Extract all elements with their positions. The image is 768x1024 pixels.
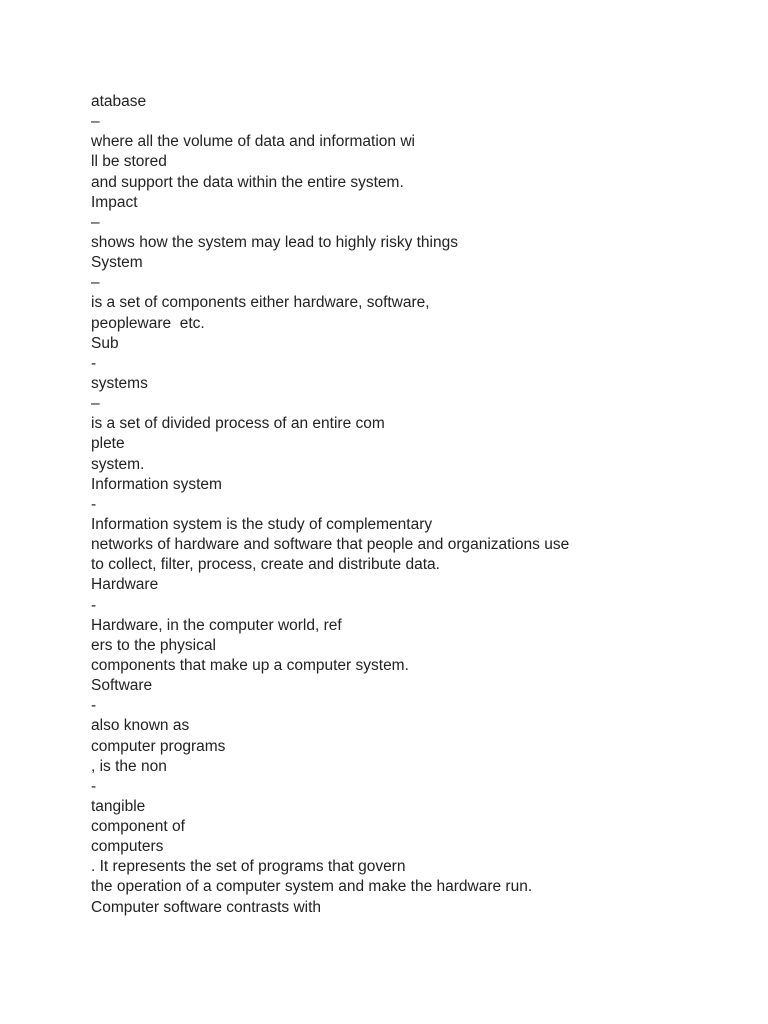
text-line: ers to the physical — [91, 636, 216, 654]
text-line: Computer software contrasts with — [91, 898, 322, 916]
text-line: and support the data within the entire system. — [91, 173, 404, 191]
text-line: shows how the system may lead to highly risky things — [91, 233, 458, 251]
text-line: where all the volume of data and information wi — [91, 133, 415, 151]
text-line: – — [91, 274, 100, 292]
text-line: the operation of a computer system and make the hardware run. — [91, 878, 533, 896]
text-line: peopleware etc. — [91, 314, 205, 332]
text-line: is a set of components either hardware, software, — [91, 294, 430, 312]
text-line: - — [91, 697, 97, 715]
text-line: , is the non — [91, 757, 167, 775]
text-line: tangible — [91, 797, 146, 815]
text-line: . It represents the set of programs that govern — [91, 858, 406, 876]
text-line: computers — [91, 838, 164, 856]
text-line: systems — [91, 374, 148, 392]
text-line: also known as — [91, 717, 190, 735]
text-line: to collect, filter, process, create and distribute data. — [91, 556, 440, 574]
document-text — [91, 92, 731, 918]
text-line: - — [91, 354, 97, 372]
text-line: components that make up a computer system. — [91, 656, 409, 674]
text-line: – — [91, 113, 100, 131]
text-line: Information system — [91, 475, 222, 493]
text-line: - — [91, 495, 97, 513]
text-line: atabase — [91, 93, 147, 110]
text-line: Information system is the study of complementary — [91, 515, 433, 533]
text-line: Hardware, in the computer world, ref — [91, 616, 342, 634]
text-line: system. — [91, 455, 145, 473]
text-line: Hardware — [91, 576, 159, 594]
text-line: computer programs — [91, 737, 226, 755]
text-line: is a set of divided process of an entire com — [91, 415, 385, 433]
text-line: component of — [91, 818, 185, 836]
text-line: - — [91, 596, 97, 614]
text-line: Impact — [91, 193, 138, 211]
text-line: - — [91, 777, 97, 795]
text-line: – — [91, 395, 100, 413]
text-line: ll be stored — [91, 153, 167, 171]
text-line: Software — [91, 677, 153, 695]
text-line: System — [91, 254, 143, 272]
text-line: networks of hardware and software that people and organizations use — [91, 536, 570, 554]
text-line: plete — [91, 435, 125, 453]
text-line: – — [91, 213, 100, 231]
text-line: Sub — [91, 334, 119, 352]
